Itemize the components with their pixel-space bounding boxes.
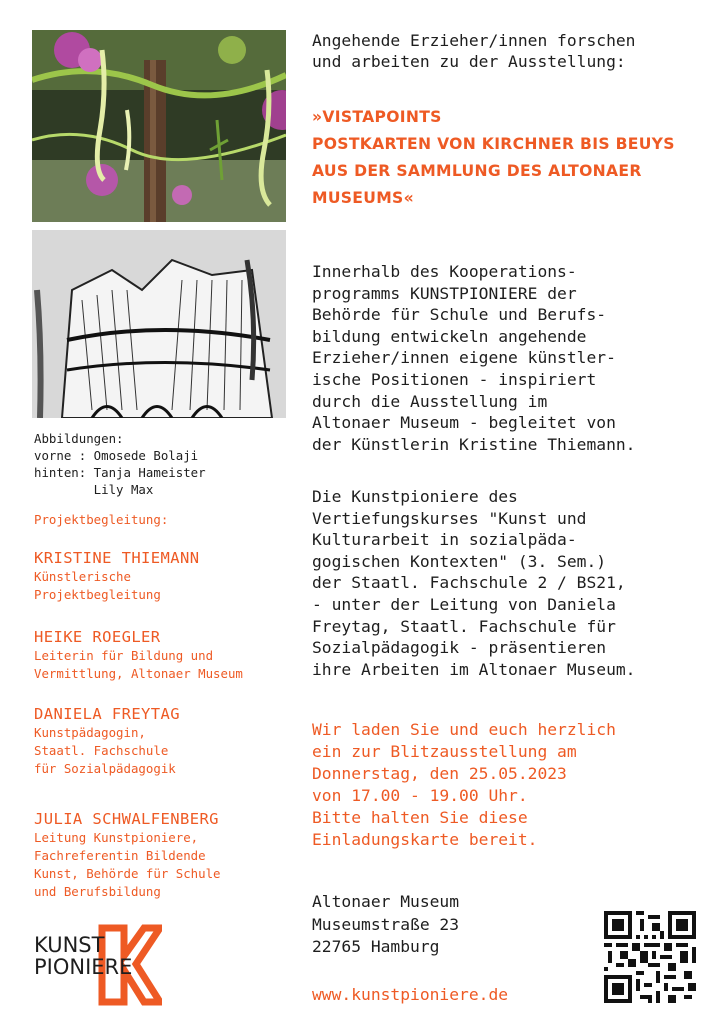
person-kristine-thiemann — [34, 548, 199, 604]
person-heike-roegler — [34, 627, 243, 683]
qr-code-icon — [604, 911, 696, 1003]
exhibition-title: »VISTAPOINTS POSTKARTEN VON KIRCHNER BIS BEUYS AUS DER SAMMLUNG DES ALTONAER MUSEUMS« — [312, 108, 675, 207]
person-role: Kunstpädagogin, Staatl. Fachschule für Sozialpädagogik — [34, 725, 176, 776]
person-name: JULIA SCHWALFENBERG — [34, 810, 219, 828]
invitation-text: Wir laden Sie und euch herzlich ein zur Blitzausstellung am Donnerstag, den 25.05.2023 von 17.00 - 19.00 Uhr. Bitte halten Sie diese Einladungskarte bereit. — [312, 720, 616, 849]
textile-artwork-image — [32, 30, 286, 222]
person-role: Leiterin für Bildung und Vermittlung, Altonaer Museum — [34, 648, 243, 681]
person-name: DANIELA FREYTAG — [34, 705, 180, 723]
person-julia-schwalfenberg — [34, 809, 221, 901]
kunstpioniere-k-logo-icon — [32, 924, 162, 1006]
intro-text: Angehende Erzieher/innen forschen und arbeiten zu der Ausstellung: — [312, 31, 636, 71]
artwork-drawing-tower — [32, 230, 286, 418]
body-paragraph-2: Die Kunstpioniere des Vertiefungskurses "Kunst und Kulturarbeit in sozialpäda- gogischen Kontexten" (3. Sem.) der Staatl. Fachschule 2 / BS21, - unter der Leitung von Daniela Freytag, Staatl. Fachschule für Sozialpädagogik - präsentieren ihre Arbeiten im Altonaer Museum. — [312, 487, 636, 679]
person-name: HEIKE ROEGLER — [34, 628, 161, 646]
tower-drawing-image — [32, 230, 286, 418]
project-support-heading: Projektbegleitung: — [34, 512, 169, 527]
website-link[interactable]: www.kunstpioniere.de — [312, 985, 509, 1004]
kunstpioniere-logo — [32, 924, 162, 1006]
person-role: Künstlerische Projektbegleitung — [34, 569, 161, 602]
image-credits: Abbildungen: vorne : Omosede Bolaji hinten: Tanja Hameister Lily Max — [34, 431, 206, 497]
artwork-photo-textile — [32, 30, 286, 222]
museum-address: Altonaer Museum Museumstraße 23 22765 Hamburg — [312, 892, 460, 956]
person-daniela-freytag — [34, 704, 180, 778]
logo-line-1: KUNST — [34, 933, 105, 957]
logo-line-2: PIONIERE — [34, 955, 133, 979]
person-name: KRISTINE THIEMANN — [34, 549, 200, 567]
body-paragraph-1: Innerhalb des Kooperations- programms KUNSTPIONIERE der Behörde für Schule und Berufs- bildung entwickeln angehende Erzieher/innen eigene künstler- ische Positionen - inspiriert durch die Ausstellung im Altonaer Museum - begleitet von der Künstlerin Kristine Thiemann. — [312, 262, 636, 454]
person-role: Leitung Kunstpioniere, Fachreferentin Bildende Kunst, Behörde für Schule und Berufsbildung — [34, 830, 221, 899]
qr-code[interactable] — [604, 911, 696, 1003]
